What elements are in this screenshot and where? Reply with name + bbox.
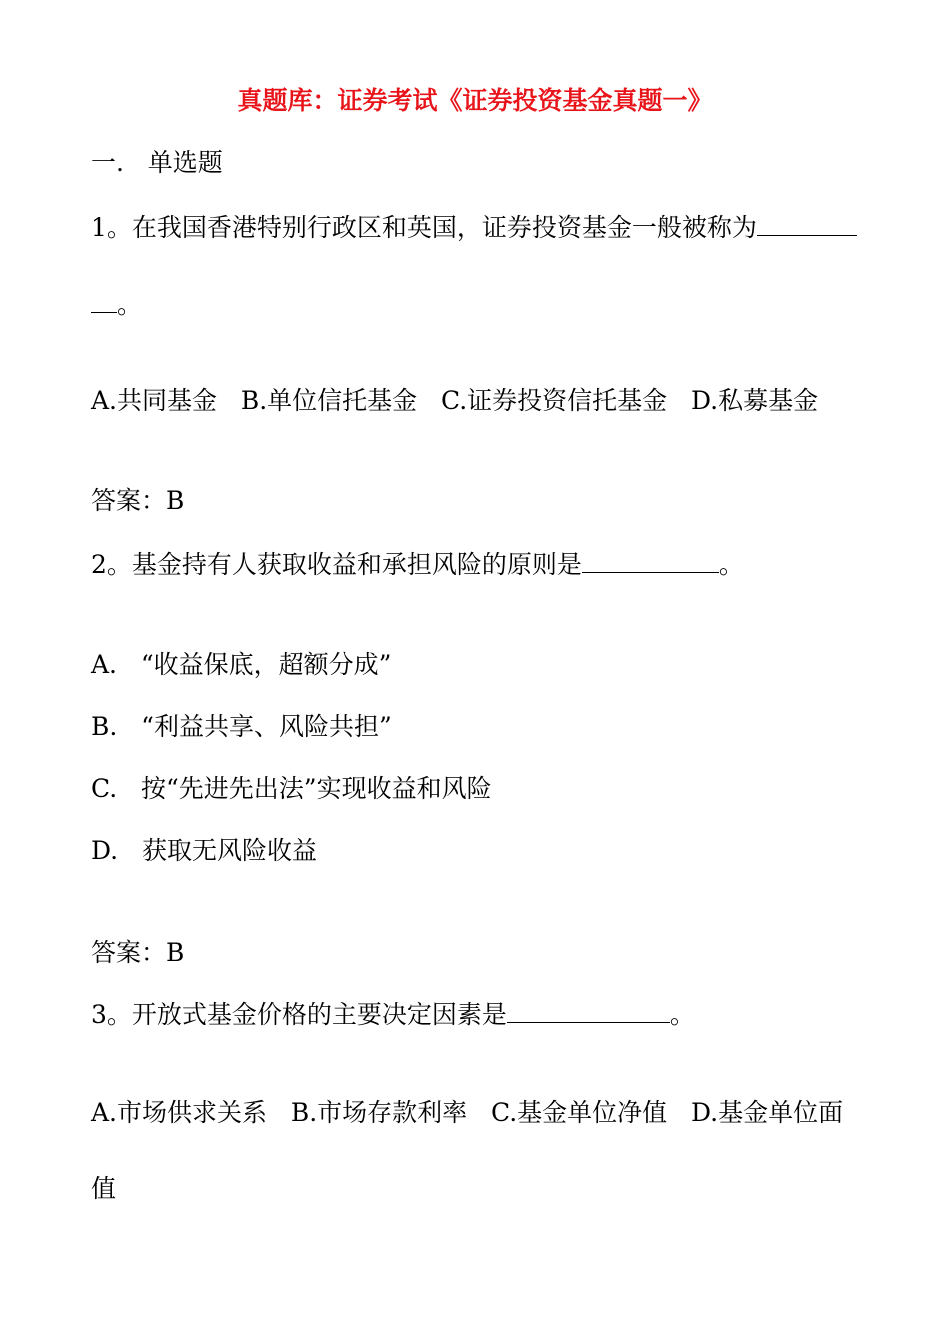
question-2-option-c: C. 按“先进先出法”实现收益和风险 <box>91 774 492 803</box>
document-title: 真题库：证券考试《证券投资基金真题一》 <box>237 86 713 115</box>
question-1-stem <box>91 213 857 243</box>
question-2-text: 2。基金持有人获取收益和承担风险的原则是 <box>91 550 582 579</box>
question-1-options: A.共同基金 B.单位信托基金 C.证券投资信托基金 D.私募基金 <box>91 386 819 415</box>
question-1-text: 1。在我国香港特别行政区和英国，证券投资基金一般被称为 <box>91 213 757 242</box>
answer-blank <box>507 1002 670 1023</box>
answer-blank <box>91 292 117 313</box>
question-3-stem-end: 。 <box>669 1000 695 1029</box>
answer-blank <box>582 552 719 573</box>
question-2-option-a: A. “收益保底，超额分成” <box>91 650 392 679</box>
question-3-options-continued: 值 <box>91 1174 117 1203</box>
question-3-text: 3。开放式基金价格的主要决定因素是 <box>91 1000 507 1029</box>
question-2-stem-end: 。 <box>718 550 744 579</box>
question-1-stem-end: 。 <box>117 290 143 319</box>
question-2-option-d: D. 获取无风险收益 <box>91 836 317 865</box>
question-1-stem-continued <box>91 290 142 320</box>
question-1-answer: 答案：B <box>91 486 185 515</box>
answer-blank <box>757 215 857 236</box>
section-heading: 一. 单选题 <box>91 148 223 177</box>
question-3-stem <box>91 1000 695 1030</box>
question-2-answer: 答案：B <box>91 938 185 967</box>
question-2-stem <box>91 550 744 580</box>
question-3-options: A.市场供求关系 B.市场存款利率 C.基金单位净值 D.基金单位面 <box>91 1098 844 1127</box>
question-2-option-b: B. “利益共享、风险共担” <box>91 712 392 741</box>
